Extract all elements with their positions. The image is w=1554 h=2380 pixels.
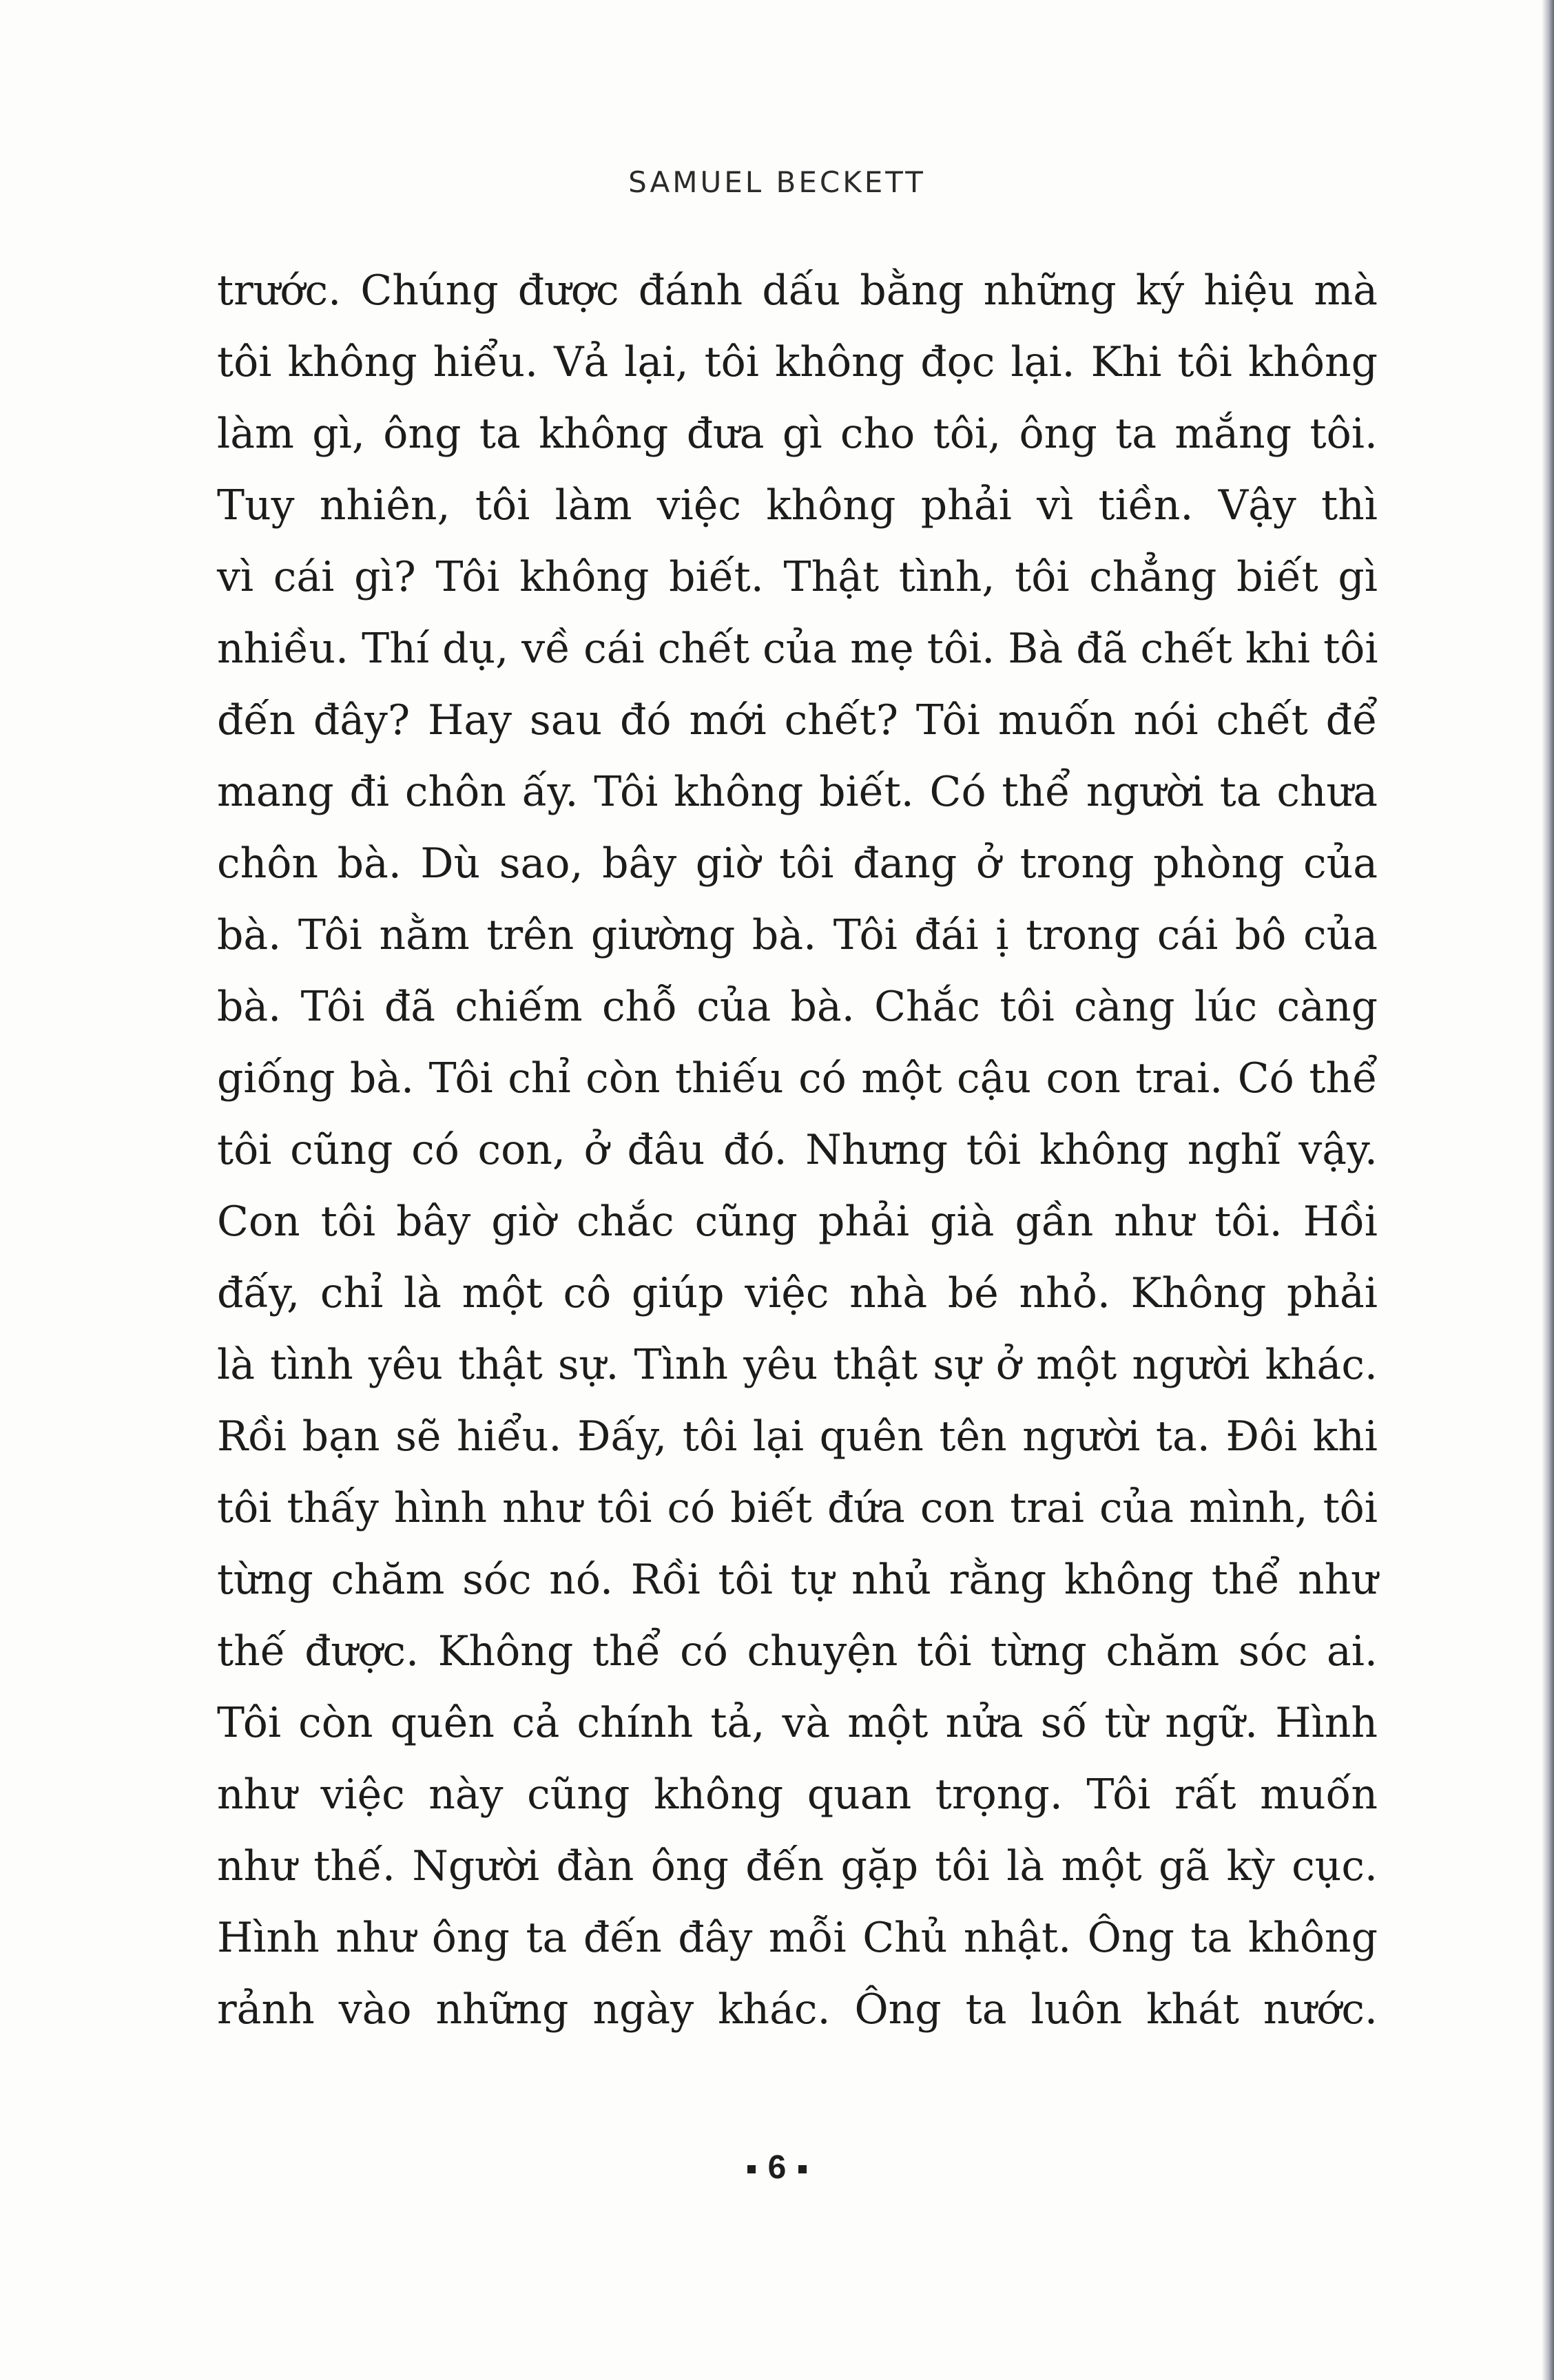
text-line: Con tôi bây giờ chắc cũng phải già gần như tôi. Hồi: [217, 1198, 1378, 1246]
text-line: tôi không hiểu. Vả lại, tôi không đọc lại. Khi tôi không: [217, 338, 1378, 386]
folio-bullet-left: [747, 2165, 756, 2173]
text-line: như việc này cũng không quan trọng. Tôi rất muốn: [217, 1771, 1378, 1819]
text-line: vì cái gì? Tôi không biết. Thật tình, tôi chẳng biết gì: [217, 553, 1378, 601]
page-number: 6: [767, 2149, 787, 2186]
text-line: là tình yêu thật sự. Tình yêu thật sự ở một người khác.: [217, 1341, 1378, 1389]
text-line: đến đây? Hay sau đó mới chết? Tôi muốn nói chết để: [217, 696, 1378, 744]
text-line: Rồi bạn sẽ hiểu. Đấy, tôi lại quên tên người ta. Đôi khi: [217, 1412, 1378, 1461]
text-line: Hình như ông ta đến đây mỗi Chủ nhật. Ông ta không: [217, 1914, 1378, 1962]
text-line: mang đi chôn ấy. Tôi không biết. Có thể người ta chưa: [217, 768, 1378, 816]
text-line: thế được. Không thể có chuyện tôi từng chăm sóc ai.: [217, 1627, 1378, 1676]
text-line: nhiều. Thí dụ, về cái chết của mẹ tôi. Bà đã chết khi tôi: [217, 625, 1378, 673]
text-line: làm gì, ông ta không đưa gì cho tôi, ông ta mắng tôi.: [217, 410, 1378, 458]
text-line: trước. Chúng được đánh dấu bằng những ký hiệu mà: [217, 267, 1378, 315]
text-line: rảnh vào những ngày khác. Ông ta luôn khát nước.: [217, 1985, 1378, 2034]
text-line: bà. Tôi đã chiếm chỗ của bà. Chắc tôi càng lúc càng: [217, 983, 1378, 1031]
text-line: Tuy nhiên, tôi làm việc không phải vì tiền. Vậy thì: [217, 481, 1378, 530]
text-line: từng chăm sóc nó. Rồi tôi tự nhủ rằng không thể như: [217, 1556, 1378, 1604]
folio-bullet-right: [798, 2165, 807, 2173]
text-line: giống bà. Tôi chỉ còn thiếu có một cậu con trai. Có thể: [217, 1054, 1378, 1103]
body-text: [217, 255, 1378, 2045]
text-line: bà. Tôi nằm trên giường bà. Tôi đái ị trong cái bô của: [217, 911, 1378, 959]
text-line: tôi cũng có con, ở đâu đó. Nhưng tôi không nghĩ vậy.: [217, 1126, 1378, 1174]
text-line: đấy, chỉ là một cô giúp việc nhà bé nhỏ. Không phải: [217, 1269, 1378, 1317]
page-number-footer: [0, 2149, 1554, 2186]
page-edge-shadow: [1542, 0, 1554, 2380]
text-line: như thế. Người đàn ông đến gặp tôi là một gã kỳ cục.: [217, 1842, 1378, 1890]
text-line: Tôi còn quên cả chính tả, và một nửa số từ ngữ. Hình: [217, 1699, 1378, 1747]
text-line: chôn bà. Dù sao, bây giờ tôi đang ở trong phòng của: [217, 839, 1378, 888]
text-line: tôi thấy hình như tôi có biết đứa con trai của mình, tôi: [217, 1484, 1378, 1532]
running-header-author: SAMUEL BECKETT: [628, 165, 926, 199]
